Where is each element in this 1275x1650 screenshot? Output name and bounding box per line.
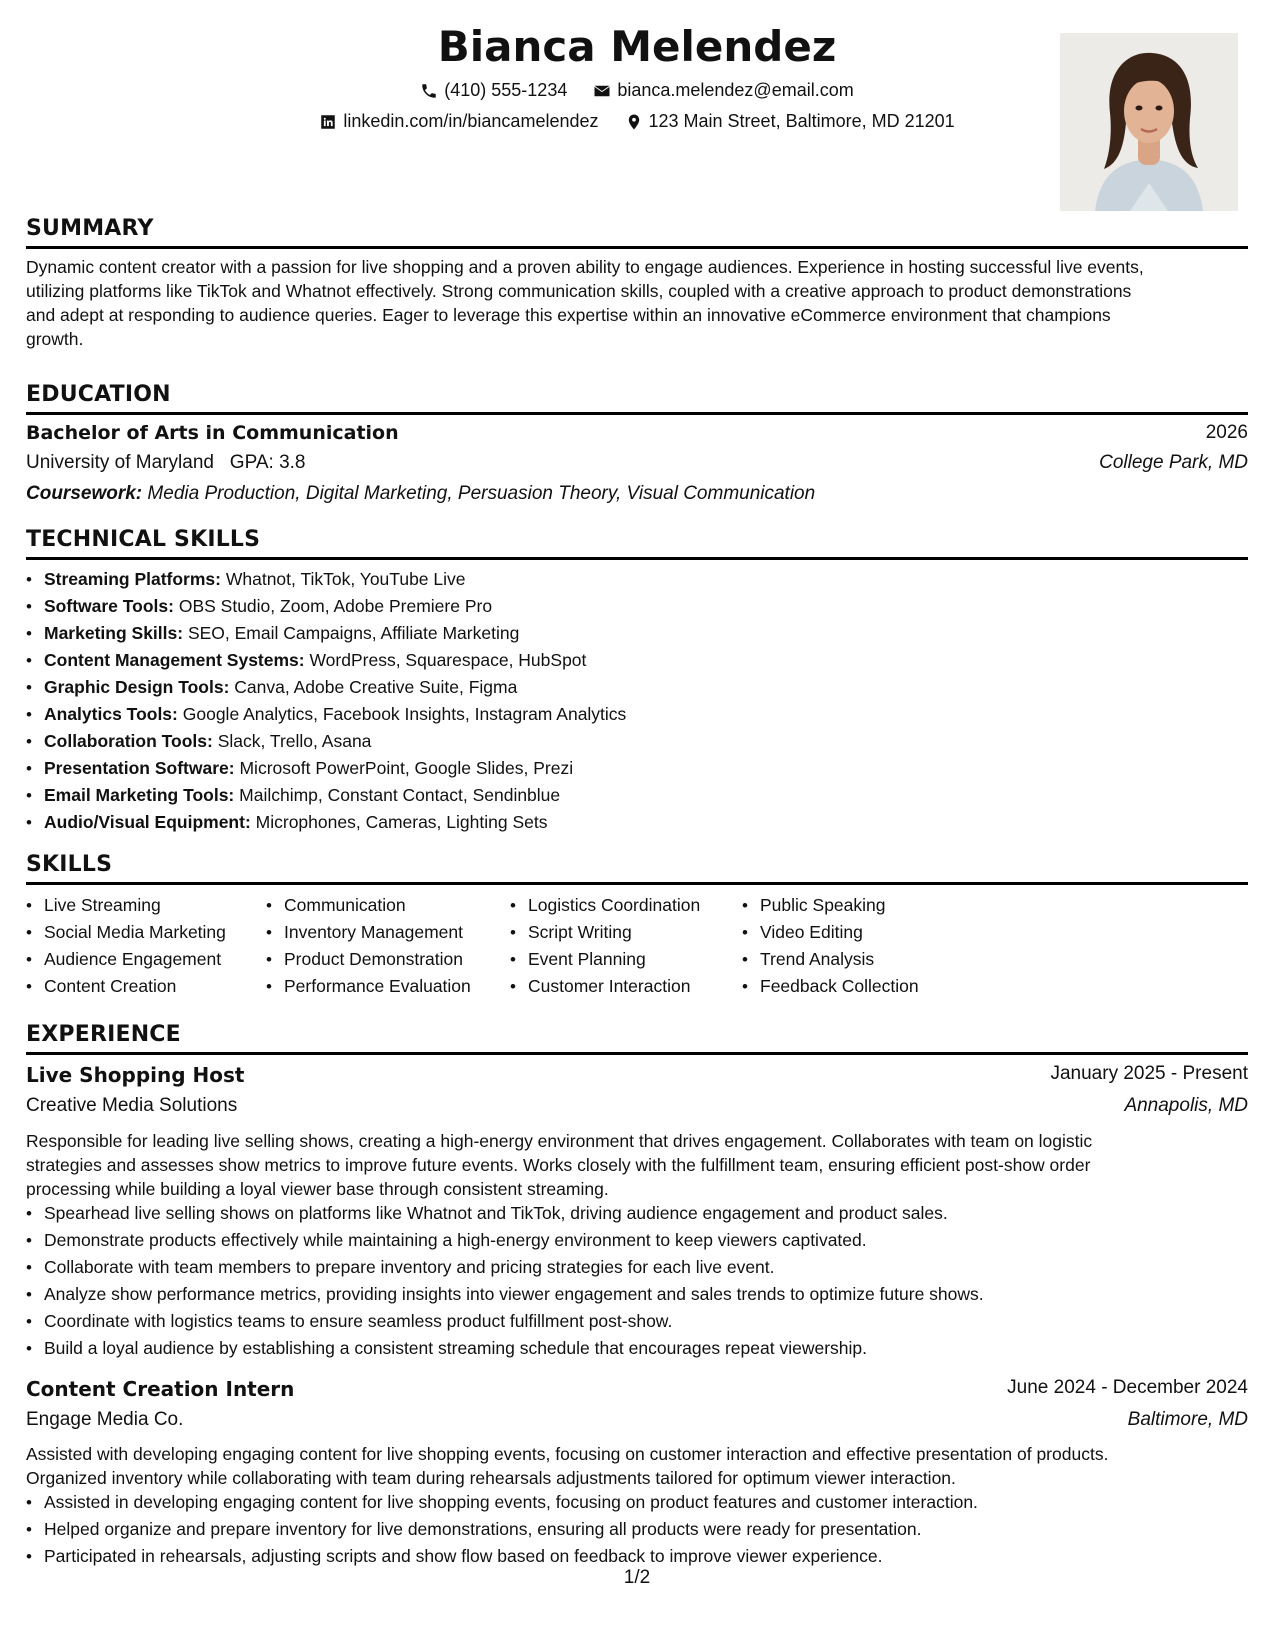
list-item: • Spearhead live selling shows on platforms like Whatnot and TikTok, driving audience engagement and product sales. xyxy=(44,1200,984,1227)
list-item: • Performance Evaluation xyxy=(284,973,471,1000)
summary-heading: SUMMARY xyxy=(26,216,1248,249)
list-item: • Logistics Coordination xyxy=(528,892,700,919)
list-item: • Social Media Marketing xyxy=(44,919,226,946)
list-item: • Communication xyxy=(284,892,471,919)
skill-category: Collaboration Tools: xyxy=(44,731,213,751)
list-item: • Video Editing xyxy=(760,919,919,946)
portrait-illustration xyxy=(1060,33,1238,211)
job-dates: January 2025 - Present xyxy=(1050,1063,1248,1084)
phone-icon xyxy=(420,82,438,100)
gpa: GPA: 3.8 xyxy=(229,452,306,473)
email-contact[interactable] xyxy=(593,80,853,101)
list-item: • Script Writing xyxy=(528,919,700,946)
location-pin-icon xyxy=(625,113,643,131)
job-1-summary xyxy=(26,1129,1248,1201)
skill-category: Graphic Design Tools: xyxy=(44,677,230,697)
summary-line: Dynamic content creator with a passion for live shopping and a proven ability to engage audiences. Experience in hosting successful live events, xyxy=(26,257,1144,277)
skill-values: SEO, Email Campaigns, Affiliate Marketing xyxy=(187,623,520,643)
list-item: • Collaborate with team members to prepare inventory and pricing strategies for each live event. xyxy=(44,1254,984,1281)
linkedin-icon xyxy=(319,113,337,131)
job-role: Content Creation Intern xyxy=(26,1377,295,1401)
job-summary-line: Responsible for leading live selling shows, creating a high-energy environment that drives engagement. Collaborates with team on logistic xyxy=(26,1131,1093,1151)
address-contact xyxy=(625,111,955,132)
list-item: • Product Demonstration xyxy=(284,946,471,973)
summary-line: and adept at responding to audience queries. Eager to leverage this expertise within an innovative eCommerce environment that champions xyxy=(26,305,1111,325)
company-name: Creative Media Solutions xyxy=(26,1095,238,1116)
job-dates: June 2024 - December 2024 xyxy=(1007,1377,1248,1398)
list-item: • Coordinate with logistics teams to ensure seamless product fulfillment post-show. xyxy=(44,1308,984,1335)
skill-values: Google Analytics, Facebook Insights, Instagram Analytics xyxy=(182,704,627,724)
street-address: 123 Main Street, Baltimore, MD 21201 xyxy=(648,111,955,131)
skill-values: Microsoft PowerPoint, Google Slides, Prezi xyxy=(239,758,574,778)
job-summary-line: Assisted with developing engaging content for live shopping events, focusing on customer interaction and effective presentation of products. xyxy=(26,1444,1109,1464)
school-location: College Park, MD xyxy=(1099,452,1248,473)
company-name: Engage Media Co. xyxy=(26,1409,184,1430)
skills-heading: SKILLS xyxy=(26,852,1248,885)
experience-heading: EXPERIENCE xyxy=(26,1022,1248,1055)
skill-values: WordPress, Squarespace, HubSpot xyxy=(309,650,587,670)
skills-column-2 xyxy=(284,892,471,1000)
education-school-row xyxy=(26,452,1248,474)
skill-category: Streaming Platforms: xyxy=(44,569,221,589)
list-item: • Live Streaming xyxy=(44,892,226,919)
skill-category: Presentation Software: xyxy=(44,758,235,778)
job-2-company-row xyxy=(26,1409,1248,1431)
skill-category: Analytics Tools: xyxy=(44,704,178,724)
profile-photo xyxy=(1060,33,1238,211)
summary-text xyxy=(26,255,1248,351)
list-item xyxy=(44,674,626,701)
list-item: • Content Creation xyxy=(44,973,226,1000)
degree-name: Bachelor of Arts in Communication xyxy=(26,422,399,444)
list-item xyxy=(44,593,626,620)
school-name: University of Maryland xyxy=(26,452,214,473)
job-1-company-row xyxy=(26,1095,1248,1117)
job-2-bullets xyxy=(44,1489,978,1570)
list-item xyxy=(44,782,626,809)
list-item: • Assisted in developing engaging content for live shopping events, focusing on product features and customer interaction. xyxy=(44,1489,978,1516)
list-item: • Analyze show performance metrics, providing insights into viewer engagement and sales trends to optimize future shows. xyxy=(44,1281,984,1308)
skill-values: Slack, Trello, Asana xyxy=(217,731,372,751)
job-2-summary xyxy=(26,1442,1248,1490)
skills-column-1 xyxy=(44,892,226,1000)
summary-line: utilizing platforms like TikTok and Whatnot effectively. Strong communication skills, coupled with a creative approach to product demonstrations xyxy=(26,281,1132,301)
technical-skills-heading: TECHNICAL SKILLS xyxy=(26,527,1248,560)
email-address: bianca.melendez@email.com xyxy=(617,80,854,100)
skill-category: Email Marketing Tools: xyxy=(44,785,235,805)
phone-contact[interactable] xyxy=(420,80,567,101)
list-item: • Audience Engagement xyxy=(44,946,226,973)
technical-skills-list xyxy=(44,566,626,836)
list-item xyxy=(44,809,626,836)
education-degree-row xyxy=(26,422,1248,444)
summary-line: growth. xyxy=(26,329,84,349)
list-item: • Build a loyal audience by establishing a consistent streaming schedule that encourages repeat viewership. xyxy=(44,1335,984,1362)
job-1-bullets xyxy=(44,1200,984,1362)
job-2-title-row xyxy=(26,1377,1248,1401)
list-item xyxy=(44,647,626,674)
skill-values: OBS Studio, Zoom, Adobe Premiere Pro xyxy=(178,596,493,616)
linkedin-url: linkedin.com/in/biancamelendez xyxy=(343,111,599,131)
envelope-icon xyxy=(593,82,611,100)
skill-category: Marketing Skills: xyxy=(44,623,184,643)
job-summary-line: Organized inventory while collaborating with team during rehearsals adjustments tailored for optimum viewer interaction. xyxy=(26,1468,956,1488)
list-item: • Public Speaking xyxy=(760,892,919,919)
list-item xyxy=(44,620,626,647)
skill-category: Content Management Systems: xyxy=(44,650,305,670)
coursework-list: Media Production, Digital Marketing, Persuasion Theory, Visual Communication xyxy=(147,483,816,504)
skills-column-4 xyxy=(760,892,919,1000)
linkedin-contact[interactable] xyxy=(319,111,598,132)
coursework-row xyxy=(26,483,1248,505)
skills-column-3 xyxy=(528,892,700,1000)
phone-number: (410) 555-1234 xyxy=(444,80,568,100)
list-item: • Customer Interaction xyxy=(528,973,700,1000)
job-role: Live Shopping Host xyxy=(26,1063,245,1087)
list-item: • Feedback Collection xyxy=(760,973,919,1000)
list-item: • Inventory Management xyxy=(284,919,471,946)
skill-values: Whatnot, TikTok, YouTube Live xyxy=(225,569,466,589)
job-summary-line: strategies and assesses show metrics to improve future events. Works closely with the fulfillment team, ensuring efficient post-show order xyxy=(26,1155,1091,1175)
list-item: • Demonstrate products effectively while maintaining a high-energy environment to keep viewers captivated. xyxy=(44,1227,984,1254)
coursework xyxy=(26,483,815,505)
skill-values: Mailchimp, Constant Contact, Sendinblue xyxy=(239,785,561,805)
skill-category: Software Tools: xyxy=(44,596,174,616)
job-location: Baltimore, MD xyxy=(1127,1409,1248,1430)
skill-category: Audio/Visual Equipment: xyxy=(44,812,251,832)
list-item: • Participated in rehearsals, adjusting scripts and show flow based on feedback to improve viewer experience. xyxy=(44,1543,978,1570)
graduation-year: 2026 xyxy=(1205,422,1248,443)
job-location: Annapolis, MD xyxy=(1124,1095,1248,1116)
list-item: • Helped organize and prepare inventory for live demonstrations, ensuring all products were ready for presentation. xyxy=(44,1516,978,1543)
skill-values: Microphones, Cameras, Lighting Sets xyxy=(255,812,548,832)
page-number: 1/2 xyxy=(623,1567,651,1588)
list-item xyxy=(44,755,626,782)
list-item: • Event Planning xyxy=(528,946,700,973)
list-item xyxy=(44,728,626,755)
list-item xyxy=(44,701,626,728)
coursework-label: Coursework: xyxy=(26,483,143,504)
list-item: • Trend Analysis xyxy=(760,946,919,973)
school-info xyxy=(26,452,305,474)
job-summary-line: processing while building a loyal viewer base through consistent streaming. xyxy=(26,1179,609,1199)
job-1-title-row xyxy=(26,1063,1248,1087)
education-heading: EDUCATION xyxy=(26,382,1248,415)
candidate-name: Bianca Melendez xyxy=(437,22,837,71)
skill-values: Canva, Adobe Creative Suite, Figma xyxy=(234,677,518,697)
list-item xyxy=(44,566,626,593)
